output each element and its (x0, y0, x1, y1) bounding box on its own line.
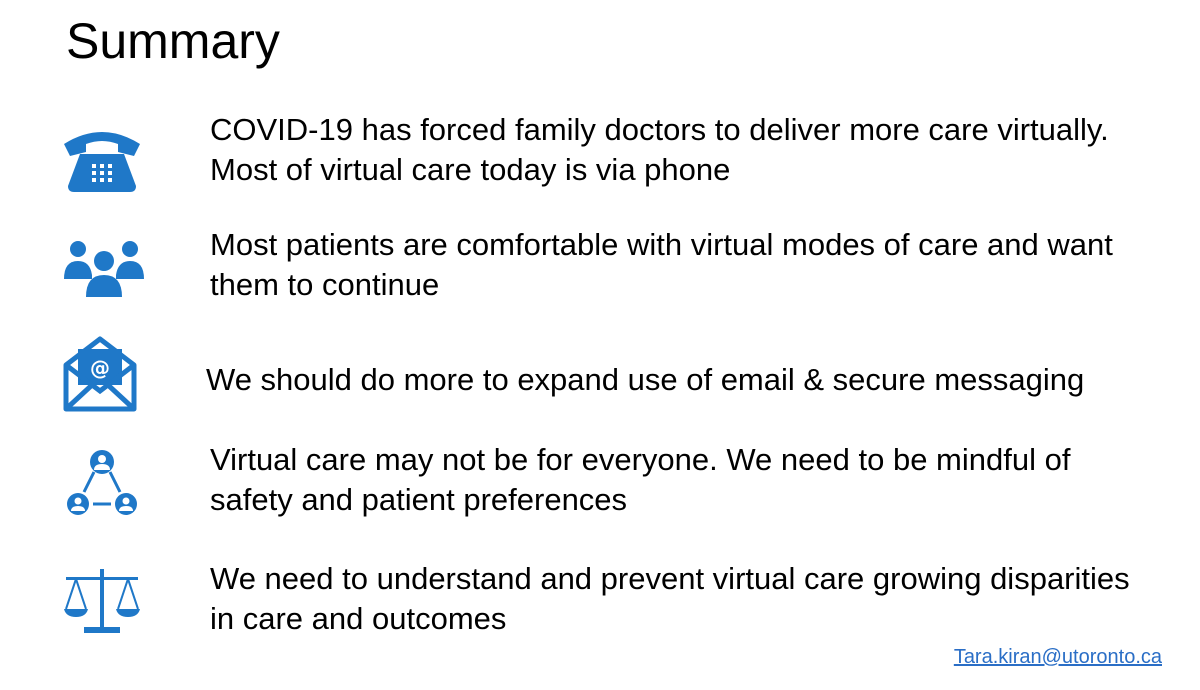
svg-text:@: @ (90, 356, 110, 380)
scales-icon (62, 567, 142, 637)
contact-email-link[interactable]: Tara.kiran@utoronto.ca (953, 646, 1162, 668)
summary-text-scales: We need to understand and prevent virtual care growing disparities in care and outcomes (210, 561, 1130, 636)
phone-icon (60, 120, 144, 200)
summary-text-phone: COVID-19 has forced family doctors to deliver more care virtually. Most of virtual care today is via phone (210, 112, 1109, 187)
email-envelope-icon (62, 335, 138, 413)
summary-text-network: Virtual care may not be for everyone. We need to be mindful of safety and patient preferences (210, 442, 1071, 517)
summary-text-group: Most patients are comfortable with virtual modes of care and want them to continue (210, 227, 1113, 302)
summary-text-email: We should do more to expand use of email & secure messaging (206, 362, 1085, 397)
network-users-icon (66, 448, 138, 520)
group-icon (62, 235, 146, 305)
slide-title: Summary (66, 13, 280, 69)
